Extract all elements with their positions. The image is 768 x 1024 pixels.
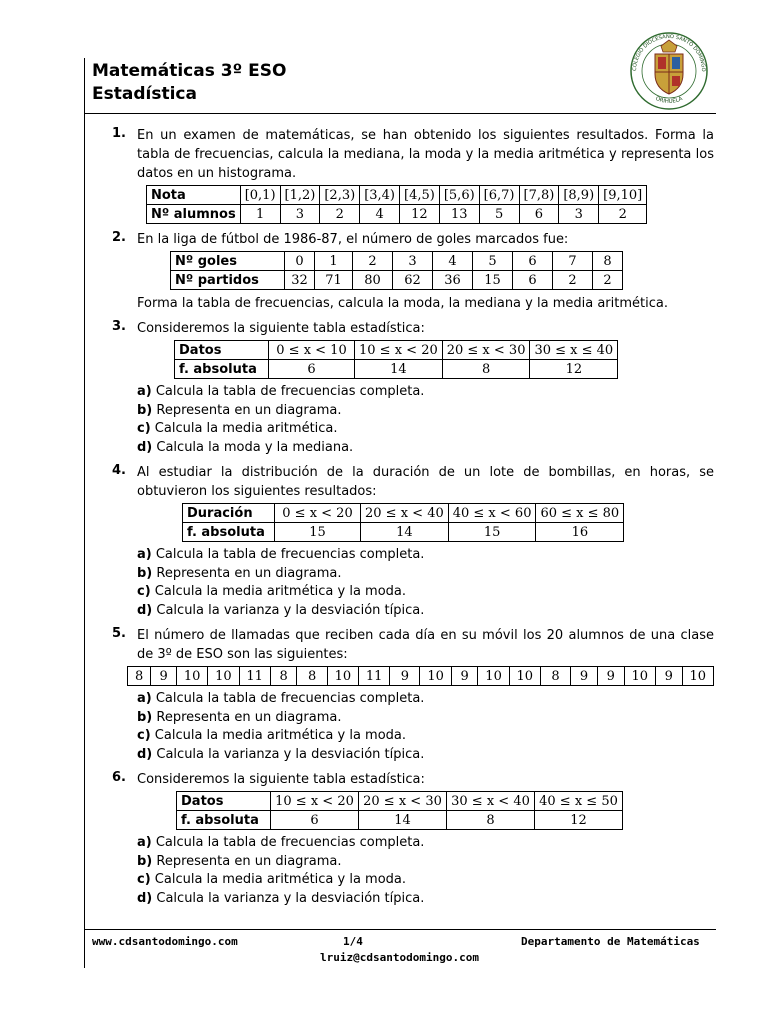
sub-item — [137, 383, 714, 402]
table-cell: [4,5) — [400, 186, 440, 205]
table-cell: 10 ≤ x < 20 — [355, 341, 443, 360]
table-cell: 8 — [270, 667, 297, 686]
sub-item-text: Representa en un diagrama. — [156, 402, 342, 418]
table-cell: 8 — [128, 667, 151, 686]
table-cell: [2,3) — [320, 186, 360, 205]
page-title — [92, 60, 286, 106]
header-rule — [84, 113, 716, 114]
table-cell: 10 — [177, 667, 208, 686]
data-table-wrapper — [170, 251, 714, 290]
sub-item-letter: b) — [137, 402, 153, 418]
table-cell: [0,1) — [240, 186, 280, 205]
exercise-statement: Consideremos la siguiente tabla estadística: — [137, 321, 425, 336]
table-cell: 9 — [655, 667, 682, 686]
table-cell: 2 — [320, 205, 360, 224]
table-cell: 10 — [509, 667, 540, 686]
row-label: Nº partidos — [171, 271, 285, 290]
table-cell: [8,9) — [559, 186, 599, 205]
table-cell: 1 — [315, 252, 353, 271]
table-cell: [5,6) — [439, 186, 479, 205]
footer-page-number: 1/4 — [343, 935, 363, 948]
table-cell: 13 — [439, 205, 479, 224]
sub-item — [137, 420, 714, 439]
sub-item — [137, 565, 714, 584]
sub-item — [137, 853, 714, 872]
row-label: f. absoluta — [177, 811, 271, 830]
table-cell: 30 ≤ x < 40 — [447, 792, 535, 811]
sub-item — [137, 834, 714, 853]
data-table — [176, 791, 623, 830]
sub-item-text: Calcula la tabla de frecuencias completa. — [155, 691, 425, 706]
table-cell: [9,10] — [599, 186, 647, 205]
table-cell: 71 — [315, 271, 353, 290]
table-cell: 62 — [393, 271, 433, 290]
exercise-number: 1. — [112, 126, 126, 141]
exercise-statement: Al estudiar la distribución de la duración de un lote de bombillas, en horas, se obtuvieron los siguientes resultados: — [137, 465, 714, 499]
sub-item — [137, 709, 714, 728]
table-cell: 6 — [519, 205, 559, 224]
sub-item-letter: c) — [137, 872, 151, 887]
table-row — [183, 504, 624, 523]
exercise-instructions: Forma la tabla de frecuencias, calcula la moda, la mediana y la media aritmética. — [137, 296, 668, 311]
table-cell: 20 ≤ x < 30 — [359, 792, 447, 811]
sub-item-letter: c) — [137, 421, 151, 436]
table-cell: 15 — [448, 523, 536, 542]
table-cell: 10 — [682, 667, 713, 686]
sub-item — [137, 690, 714, 709]
exercise-6 — [112, 770, 714, 908]
sub-item-letter: d) — [137, 746, 153, 762]
exercise-1 — [112, 126, 714, 224]
exercise-statement: En la liga de fútbol de 1986-87, el número de goles marcados fue: — [137, 232, 569, 247]
table-cell: 10 — [327, 667, 358, 686]
sub-item — [137, 583, 714, 602]
table-cell: 15 — [473, 271, 513, 290]
table-cell: 4 — [433, 252, 473, 271]
table-cell: 9 — [451, 667, 478, 686]
sub-item — [137, 890, 714, 909]
exercise-2 — [112, 230, 714, 313]
table-row — [128, 667, 714, 686]
table-row — [171, 271, 623, 290]
table-cell: 14 — [355, 360, 443, 379]
table-cell: 12 — [400, 205, 440, 224]
data-table — [127, 666, 714, 686]
data-table-wrapper — [176, 791, 714, 830]
sub-item-letter: b) — [137, 565, 153, 581]
data-table — [174, 340, 618, 379]
table-cell: 40 ≤ x ≤ 50 — [535, 792, 623, 811]
row-label: f. absoluta — [183, 523, 275, 542]
table-row — [183, 523, 624, 542]
table-cell: 11 — [358, 667, 389, 686]
footer-department: Departamento de Matemáticas — [521, 935, 700, 948]
table-cell: 12 — [530, 360, 618, 379]
sub-item-text: Calcula la varianza y la desviación típica. — [156, 746, 425, 762]
sub-item-letter: b) — [137, 709, 153, 725]
table-cell: 10 — [478, 667, 509, 686]
sub-item-letter: b) — [137, 853, 153, 869]
table-cell: [3,4) — [360, 186, 400, 205]
table-cell: 10 — [420, 667, 451, 686]
exercise-5 — [112, 626, 714, 764]
table-cell: 40 ≤ x < 60 — [448, 504, 536, 523]
row-label: f. absoluta — [175, 360, 269, 379]
row-label: Nº goles — [171, 252, 285, 271]
exercise-statement: El número de llamadas que reciben cada día en su móvil los 20 alumnos de una clase de 3º de ESO son las siguientes: — [137, 628, 714, 662]
sub-item-text: Representa en un diagrama. — [156, 853, 342, 869]
row-label: Nº alumnos — [147, 205, 241, 224]
table-cell: 8 — [297, 667, 327, 686]
table-cell: 14 — [359, 811, 447, 830]
table-cell: 14 — [361, 523, 449, 542]
sub-item-letter: c) — [137, 584, 151, 599]
school-crest-logo — [628, 30, 710, 112]
exercise-4 — [112, 463, 714, 620]
exercise-number: 2. — [112, 230, 126, 245]
table-cell: 4 — [360, 205, 400, 224]
table-cell: 1 — [240, 205, 280, 224]
table-cell: 0 — [285, 252, 315, 271]
footer-rule — [84, 929, 716, 930]
sub-item-text: Calcula la moda y la mediana. — [156, 439, 354, 455]
row-label: Duración — [183, 504, 275, 523]
table-cell: 2 — [599, 205, 647, 224]
table-cell: 80 — [353, 271, 393, 290]
table-row — [177, 792, 623, 811]
exercise-statement: Consideremos la siguiente tabla estadística: — [137, 772, 425, 787]
table-cell: 32 — [285, 271, 315, 290]
svg-text:ORIHUELA — [654, 96, 683, 105]
table-cell: 12 — [535, 811, 623, 830]
table-row — [171, 252, 623, 271]
row-label: Datos — [175, 341, 269, 360]
table-cell: 0 ≤ x < 20 — [275, 504, 361, 523]
table-cell: 9 — [597, 667, 624, 686]
row-label: Datos — [177, 792, 271, 811]
table-cell: 10 ≤ x < 20 — [271, 792, 359, 811]
sub-item — [137, 439, 714, 458]
logo-ring-subtext: ORIHUELA — [654, 95, 684, 105]
table-cell: 3 — [559, 205, 599, 224]
sub-item-letter: a) — [137, 835, 152, 850]
sub-item-letter: a) — [137, 384, 152, 399]
data-table — [146, 185, 647, 224]
table-cell: 10 — [624, 667, 655, 686]
table-cell: 9 — [571, 667, 598, 686]
exercise-number: 6. — [112, 770, 126, 785]
sub-item-text: Calcula la tabla de frecuencias completa. — [155, 835, 425, 850]
sub-item-letter: d) — [137, 439, 153, 455]
sub-item-letter: a) — [137, 547, 152, 562]
table-cell: 2 — [353, 252, 393, 271]
table-cell: 6 — [513, 271, 553, 290]
table-cell: 5 — [479, 205, 519, 224]
exercise-number: 3. — [112, 319, 126, 334]
table-cell: 10 — [208, 667, 239, 686]
table-cell: 3 — [393, 252, 433, 271]
table-cell: 8 — [442, 360, 530, 379]
sub-item — [137, 871, 714, 890]
sub-item-text: Representa en un diagrama. — [156, 565, 342, 581]
sub-item — [137, 727, 714, 746]
exercise-statement: En un examen de matemáticas, se han obtenido los siguientes resultados. Forma la tabla de frecuencias, calcula la mediana, la moda y la media aritmética y representa los datos en un histograma. — [137, 128, 714, 181]
table-row — [147, 205, 647, 224]
table-cell: 8 — [540, 667, 570, 686]
sub-item — [137, 402, 714, 421]
sub-item-text: Calcula la media aritmética. — [154, 421, 338, 436]
data-table-wrapper — [127, 666, 714, 686]
table-cell: 6 — [271, 811, 359, 830]
sub-item — [137, 602, 714, 621]
title-line-2: Estadística — [92, 84, 197, 104]
exercise-number: 5. — [112, 626, 126, 641]
table-cell: [6,7) — [479, 186, 519, 205]
footer-website: www.cdsantodomingo.com — [92, 935, 238, 948]
table-cell: 8 — [447, 811, 535, 830]
sub-item-text: Calcula la tabla de frecuencias completa. — [155, 547, 425, 562]
table-cell: 7 — [553, 252, 593, 271]
title-line-1: Matemáticas 3º ESO — [92, 61, 287, 81]
data-table — [170, 251, 623, 290]
table-cell: 16 — [536, 523, 624, 542]
table-cell: 11 — [239, 667, 270, 686]
table-row — [175, 341, 618, 360]
table-row — [177, 811, 623, 830]
sub-item-letter: c) — [137, 728, 151, 743]
data-table-wrapper — [174, 340, 714, 379]
table-cell: 9 — [151, 667, 177, 686]
left-margin-rule — [84, 58, 85, 968]
sub-item-text: Calcula la media aritmética y la moda. — [154, 728, 407, 743]
sub-item-letter: d) — [137, 602, 153, 618]
sub-item-text: Calcula la tabla de frecuencias completa. — [155, 384, 425, 399]
sub-item — [137, 746, 714, 765]
sub-item — [137, 546, 714, 565]
table-row — [175, 360, 618, 379]
table-cell: 5 — [473, 252, 513, 271]
sub-item-letter: a) — [137, 691, 152, 706]
table-cell: 15 — [275, 523, 361, 542]
table-cell: 2 — [593, 271, 623, 290]
sub-item-text: Representa en un diagrama. — [156, 709, 342, 725]
table-cell: 6 — [269, 360, 355, 379]
exercise-3 — [112, 319, 714, 457]
table-cell: 20 ≤ x < 30 — [442, 341, 530, 360]
table-cell: 2 — [553, 271, 593, 290]
sub-item-letter: d) — [137, 890, 153, 906]
table-cell: 60 ≤ x ≤ 80 — [536, 504, 624, 523]
footer-email: lruiz@cdsantodomingo.com — [320, 951, 479, 964]
table-cell: [1,2) — [280, 186, 320, 205]
exercise-number: 4. — [112, 463, 126, 478]
sub-item-text: Calcula la media aritmética y la moda. — [154, 872, 407, 887]
table-row — [147, 186, 647, 205]
sub-item-text: Calcula la varianza y la desviación típica. — [156, 602, 425, 618]
table-cell: 0 ≤ x < 10 — [269, 341, 355, 360]
exercise-list — [112, 126, 714, 914]
table-cell: 30 ≤ x ≤ 40 — [530, 341, 618, 360]
data-table-wrapper — [146, 185, 714, 224]
table-cell: [7,8) — [519, 186, 559, 205]
sub-item-text: Calcula la media aritmética y la moda. — [154, 584, 407, 599]
data-table — [182, 503, 624, 542]
sub-item-text: Calcula la varianza y la desviación típica. — [156, 890, 425, 906]
data-table-wrapper — [182, 503, 714, 542]
table-cell: 20 ≤ x < 40 — [361, 504, 449, 523]
table-cell: 36 — [433, 271, 473, 290]
table-cell: 6 — [513, 252, 553, 271]
row-label: Nota — [147, 186, 241, 205]
table-cell: 3 — [280, 205, 320, 224]
table-cell: 9 — [390, 667, 420, 686]
table-cell: 8 — [593, 252, 623, 271]
logo-ring-text: COLEGIO DIOCESANO SANTO DOMINGO — [631, 33, 707, 72]
